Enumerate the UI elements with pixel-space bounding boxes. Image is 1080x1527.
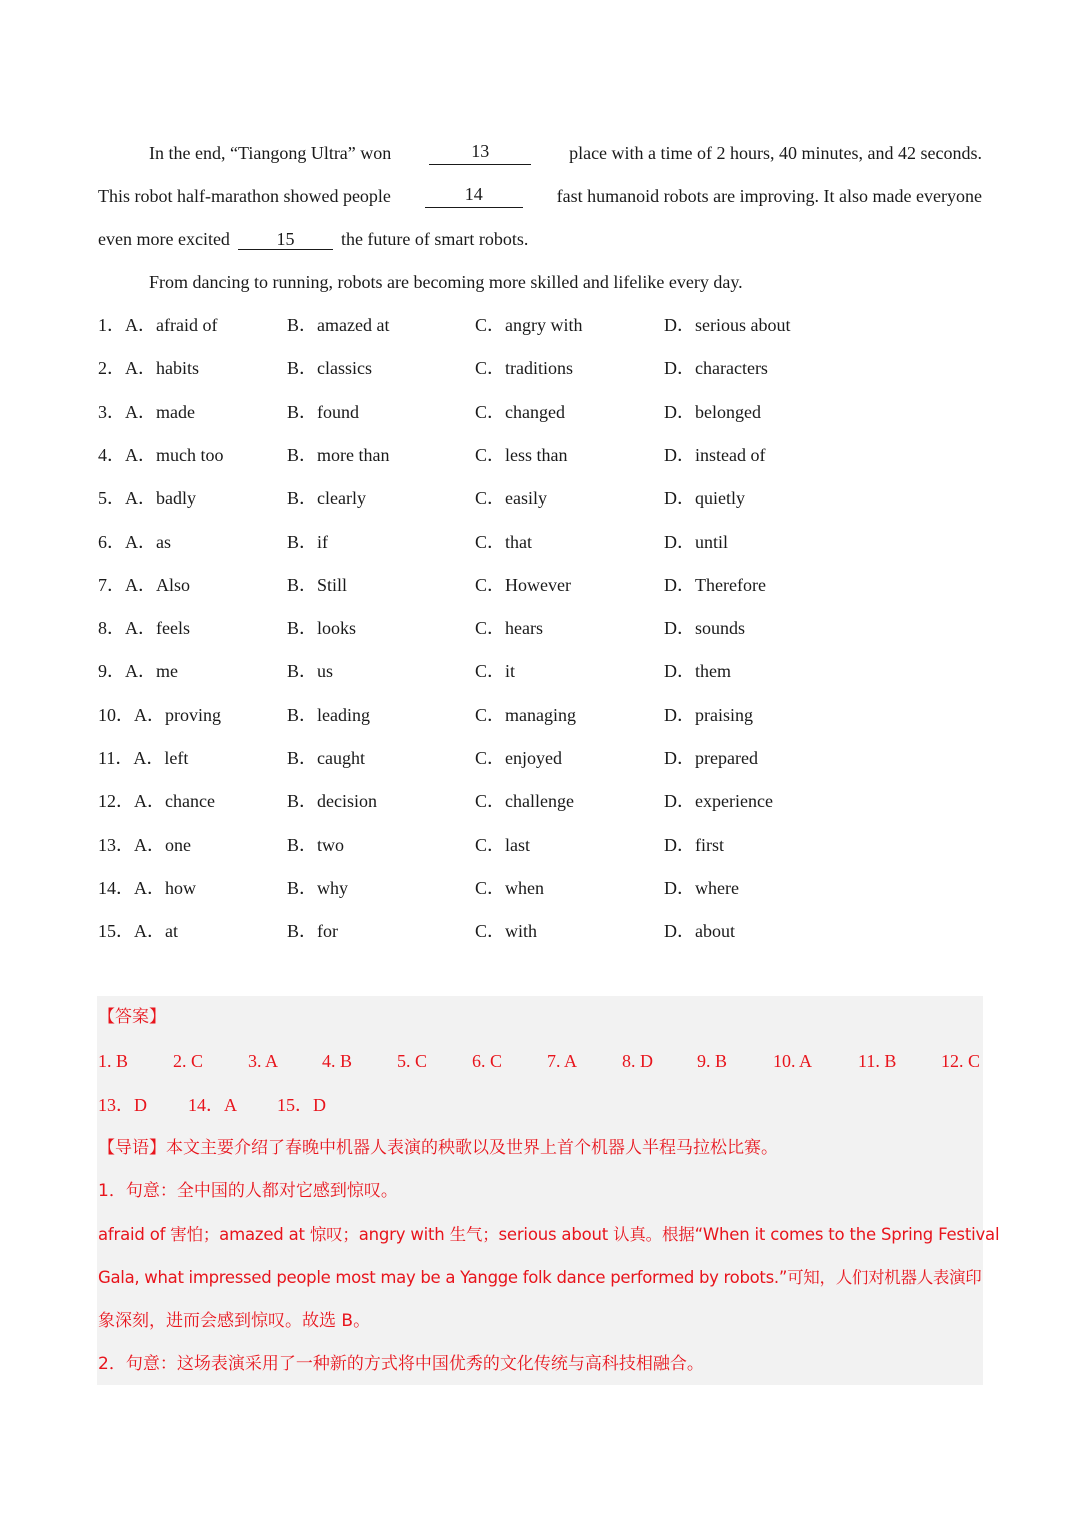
answer-item: 6. C bbox=[472, 1051, 503, 1071]
option-b: B．caught bbox=[287, 748, 365, 768]
option-b: B．why bbox=[287, 878, 349, 898]
option-c: C．However bbox=[475, 575, 571, 595]
option-c: C．last bbox=[475, 835, 531, 855]
answer-box bbox=[97, 996, 1000, 1385]
answer-heading: 【答案】 bbox=[98, 1007, 166, 1027]
option-b: B．more than bbox=[287, 445, 390, 465]
answer-item: 1. B bbox=[98, 1051, 129, 1071]
option-b: B．looks bbox=[287, 618, 357, 638]
answer-item: 14．A bbox=[188, 1095, 237, 1115]
option-b: B．two bbox=[287, 835, 345, 855]
option-b: B．Still bbox=[287, 575, 348, 595]
option-b: B．clearly bbox=[287, 488, 366, 508]
answer-key-row-2 bbox=[98, 1093, 498, 1117]
option-d: D．Therefore bbox=[664, 575, 766, 595]
passage-line-1 bbox=[98, 141, 982, 165]
option-c: C．managing bbox=[475, 705, 576, 725]
explanation-1-line-1: afraid of 害怕；amazed at 惊叹；angry with 生气；serious about 认真。根据“When it comes to the Spring Festival bbox=[98, 1225, 1000, 1244]
answer-item: 8. D bbox=[622, 1051, 653, 1071]
option-b: B．leading bbox=[287, 705, 370, 725]
option-b: B．for bbox=[287, 921, 338, 941]
passage-line-3 bbox=[98, 227, 982, 251]
option-d: D．belonged bbox=[664, 402, 761, 422]
answer-item: 15．D bbox=[277, 1095, 326, 1115]
answer-intro: 【导语】本文主要介绍了春晚中机器人表演的秧歌以及世界上首个机器人半程马拉松比赛。 bbox=[98, 1138, 778, 1158]
option-d: D．until bbox=[664, 532, 729, 552]
option-a: 14．A．how bbox=[98, 878, 196, 898]
option-a: 5．A．badly bbox=[98, 488, 196, 508]
passage-line-2-after: fast humanoid robots are improving. It also made everyone bbox=[556, 186, 982, 206]
option-c: C．less than bbox=[475, 445, 568, 465]
option-a: 1．A．afraid of bbox=[98, 315, 218, 335]
option-d: D．them bbox=[664, 661, 731, 681]
option-c: C．with bbox=[475, 921, 538, 941]
option-b: B．amazed at bbox=[287, 315, 390, 335]
option-a: 11．A．left bbox=[98, 748, 189, 768]
blank-15: 15 bbox=[238, 229, 333, 250]
option-c: C．hears bbox=[475, 618, 543, 638]
option-a: 10．A．proving bbox=[98, 705, 221, 725]
option-d: D．instead of bbox=[664, 445, 766, 465]
blank-13: 13 bbox=[429, 141, 531, 165]
passage-line-2-before: This robot half-marathon showed people bbox=[98, 186, 391, 206]
passage-line-4: From dancing to running, robots are becoming more skilled and lifelike every day. bbox=[149, 272, 743, 292]
option-d: D．first bbox=[664, 835, 724, 855]
blank-14: 14 bbox=[425, 184, 523, 208]
option-a: 4．A．much too bbox=[98, 445, 224, 465]
option-b: B．classics bbox=[287, 358, 372, 378]
option-d: D．prepared bbox=[664, 748, 758, 768]
option-c: C．that bbox=[475, 532, 532, 552]
answer-item: 3. A bbox=[248, 1051, 279, 1071]
answer-item: 5. C bbox=[397, 1051, 428, 1071]
option-c: C．challenge bbox=[475, 791, 574, 811]
passage-line-1-after: place with a time of 2 hours, 40 minutes, and 42 seconds. bbox=[569, 143, 982, 163]
option-b: B．if bbox=[287, 532, 329, 552]
option-d: D．praising bbox=[664, 705, 753, 725]
answer-item: 11. B bbox=[858, 1051, 897, 1071]
option-a: 7．A．Also bbox=[98, 575, 191, 595]
answer-item: 9. B bbox=[697, 1051, 728, 1071]
option-b: B．found bbox=[287, 402, 359, 422]
option-d: D．about bbox=[664, 921, 735, 941]
passage-line-1-before: In the end, “Tiangong Ultra” won bbox=[149, 143, 392, 163]
option-a: 8．A．feels bbox=[98, 618, 190, 638]
option-a: 15．A．at bbox=[98, 921, 178, 941]
option-c: C．changed bbox=[475, 402, 565, 422]
passage-line-3-before: even more excited bbox=[98, 229, 230, 249]
passage-line-3-after: the future of smart robots. bbox=[340, 229, 529, 249]
option-c: C．angry with bbox=[475, 315, 583, 335]
passage-line-2 bbox=[98, 184, 982, 208]
option-d: D．experience bbox=[664, 791, 773, 811]
option-c: C．easily bbox=[475, 488, 547, 508]
option-a: 2．A．habits bbox=[98, 358, 199, 378]
option-c: C．traditions bbox=[475, 358, 573, 378]
answer-item: 4. B bbox=[322, 1051, 353, 1071]
answer-item: 12. C bbox=[941, 1051, 981, 1071]
option-d: D．quietly bbox=[664, 488, 745, 508]
answer-item: 2. C bbox=[173, 1051, 204, 1071]
option-c: C．it bbox=[475, 661, 516, 681]
option-d: D．where bbox=[664, 878, 739, 898]
option-a: 12．A．chance bbox=[98, 791, 215, 811]
option-b: B．decision bbox=[287, 791, 377, 811]
option-c: C．when bbox=[475, 878, 544, 898]
option-a: 13．A．one bbox=[98, 835, 191, 855]
answer-item: 7. A bbox=[547, 1051, 578, 1071]
explanation-1-title: 1．句意：全中国的人都对它感到惊叹。 bbox=[98, 1181, 398, 1201]
option-d: D．sounds bbox=[664, 618, 746, 638]
explanation-1-line-2: Gala, what impressed people most may be a Yangge folk dance performed by robots.”可知，人们对机器人表演印 bbox=[98, 1268, 982, 1287]
explanation-1-line-3: 象深刻，进而会感到惊叹。故选 B。 bbox=[98, 1311, 371, 1331]
explanation-2-title: 2．句意：这场表演采用了一种新的方式将中国优秀的文化传统与高科技相融合。 bbox=[98, 1354, 704, 1374]
option-c: C．enjoyed bbox=[475, 748, 562, 768]
answer-item: 13．D bbox=[98, 1095, 147, 1115]
option-a: 3．A．made bbox=[98, 402, 195, 422]
option-a: 9．A．me bbox=[98, 661, 178, 681]
option-d: D．characters bbox=[664, 358, 768, 378]
option-b: B．us bbox=[287, 661, 334, 681]
answer-item: 10. A bbox=[773, 1051, 813, 1071]
option-a: 6．A．as bbox=[98, 532, 171, 552]
option-d: D．serious about bbox=[664, 315, 791, 335]
answer-key-row-1 bbox=[98, 1049, 982, 1073]
